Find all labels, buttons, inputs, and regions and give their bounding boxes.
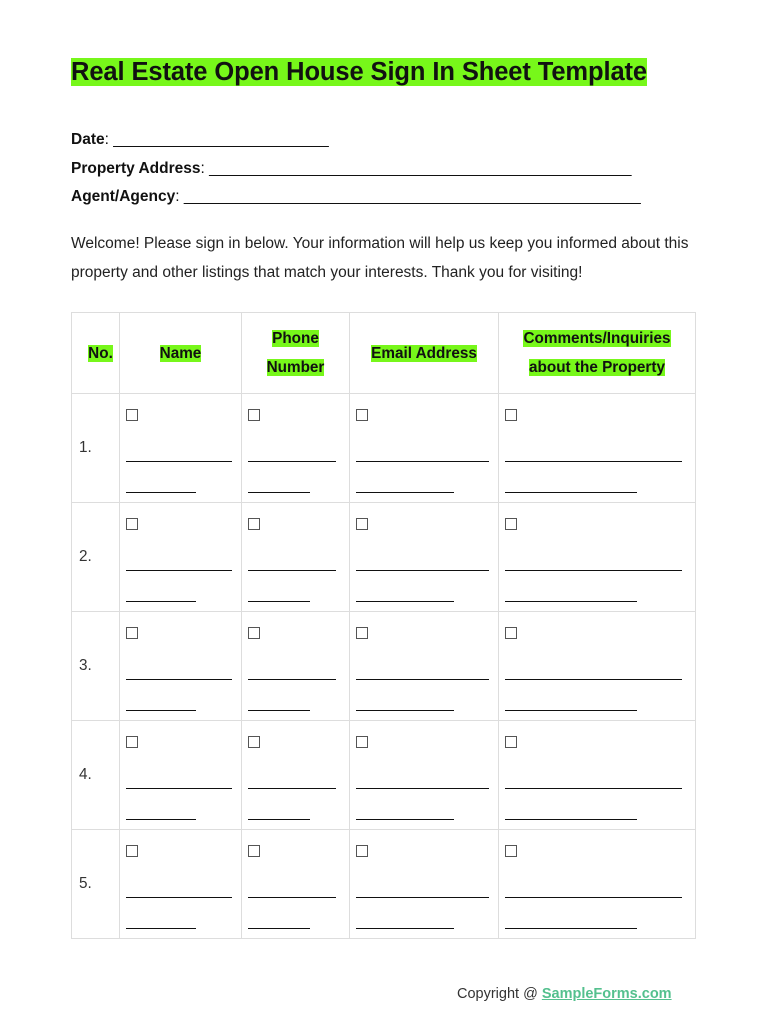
- phone-cell[interactable]: [242, 721, 350, 830]
- name-cell[interactable]: [120, 830, 242, 939]
- name-line-2[interactable]: [126, 902, 196, 929]
- row-number: 1.: [72, 394, 120, 503]
- checkbox-icon[interactable]: [356, 736, 368, 748]
- checkbox-icon[interactable]: [505, 518, 517, 530]
- comments-line[interactable]: [505, 435, 682, 462]
- checkbox-icon[interactable]: [248, 518, 260, 530]
- row-number: 3.: [72, 612, 120, 721]
- email-cell[interactable]: [350, 503, 499, 612]
- email-line[interactable]: [356, 871, 489, 898]
- phone-line[interactable]: [248, 653, 336, 680]
- email-cell[interactable]: [350, 830, 499, 939]
- checkbox-icon[interactable]: [505, 409, 517, 421]
- checkbox-icon[interactable]: [505, 627, 517, 639]
- agent-agency-field[interactable]: Agent/Agency: _____________________________________________________: [71, 188, 641, 205]
- phone-line[interactable]: [248, 544, 336, 571]
- phone-cell[interactable]: [242, 394, 350, 503]
- sign-in-table: [71, 312, 696, 939]
- checkbox-icon[interactable]: [356, 409, 368, 421]
- comments-line-2[interactable]: [505, 684, 637, 711]
- email-line[interactable]: [356, 653, 489, 680]
- comments-cell[interactable]: [499, 830, 696, 939]
- email-line[interactable]: [356, 762, 489, 789]
- phone-cell[interactable]: [242, 503, 350, 612]
- checkbox-icon[interactable]: [505, 845, 517, 857]
- email-line-2[interactable]: [356, 575, 454, 602]
- phone-line-2[interactable]: [248, 902, 310, 929]
- comments-cell[interactable]: [499, 612, 696, 721]
- email-line-2[interactable]: [356, 793, 454, 820]
- header-comments: Comments/Inquiries about the Property: [499, 313, 696, 394]
- name-line[interactable]: [126, 762, 232, 789]
- row-number: 4.: [72, 721, 120, 830]
- name-cell[interactable]: [120, 394, 242, 503]
- header-name: Name: [120, 313, 242, 394]
- name-line-2[interactable]: [126, 684, 196, 711]
- checkbox-icon[interactable]: [505, 736, 517, 748]
- checkbox-icon[interactable]: [356, 627, 368, 639]
- phone-line-2[interactable]: [248, 575, 310, 602]
- phone-line-2[interactable]: [248, 684, 310, 711]
- comments-cell[interactable]: [499, 721, 696, 830]
- table-header-row: [72, 313, 696, 394]
- property-address-blank[interactable]: _________________________________________________: [209, 159, 632, 177]
- sampleforms-link[interactable]: SampleForms.com: [541, 986, 672, 1002]
- phone-cell[interactable]: [242, 830, 350, 939]
- phone-line[interactable]: [248, 762, 336, 789]
- property-address-label: Property Address: [71, 159, 201, 177]
- email-line[interactable]: [356, 435, 489, 462]
- table-row: [72, 503, 696, 612]
- phone-line-2[interactable]: [248, 466, 310, 493]
- header-email: Email Address: [350, 313, 499, 394]
- email-line[interactable]: [356, 544, 489, 571]
- name-cell[interactable]: [120, 612, 242, 721]
- checkbox-icon[interactable]: [248, 736, 260, 748]
- header-no: No.: [72, 313, 120, 394]
- date-blank[interactable]: _________________________: [113, 131, 329, 148]
- checkbox-icon[interactable]: [248, 627, 260, 639]
- phone-cell[interactable]: [242, 612, 350, 721]
- email-line-2[interactable]: [356, 466, 454, 493]
- copyright-footer: [457, 986, 672, 1002]
- agent-agency-blank[interactable]: _____________________________________________________: [183, 188, 641, 205]
- header-fields: [71, 126, 641, 212]
- date-field[interactable]: Date: _________________________: [71, 131, 329, 148]
- phone-line[interactable]: [248, 871, 336, 898]
- comments-line-2[interactable]: [505, 575, 637, 602]
- comments-line[interactable]: [505, 653, 682, 680]
- email-cell[interactable]: [350, 721, 499, 830]
- header-phone: Phone Number: [242, 313, 350, 394]
- name-line-2[interactable]: [126, 793, 196, 820]
- name-cell[interactable]: [120, 503, 242, 612]
- phone-line-2[interactable]: [248, 793, 310, 820]
- page-title: Real Estate Open House Sign In Sheet Template: [71, 58, 647, 86]
- email-line-2[interactable]: [356, 902, 454, 929]
- checkbox-icon[interactable]: [126, 518, 138, 530]
- comments-cell[interactable]: [499, 394, 696, 503]
- copyright-text: Copyright @: [457, 986, 542, 1002]
- row-number: 2.: [72, 503, 120, 612]
- name-line[interactable]: [126, 871, 232, 898]
- comments-cell[interactable]: [499, 503, 696, 612]
- comments-line[interactable]: [505, 544, 682, 571]
- email-cell[interactable]: [350, 612, 499, 721]
- phone-line[interactable]: [248, 435, 336, 462]
- comments-line[interactable]: [505, 762, 682, 789]
- email-cell[interactable]: [350, 394, 499, 503]
- table-row: [72, 830, 696, 939]
- checkbox-icon[interactable]: [248, 845, 260, 857]
- name-line-2[interactable]: [126, 575, 196, 602]
- name-line[interactable]: [126, 653, 232, 680]
- row-number: 5.: [72, 830, 120, 939]
- checkbox-icon[interactable]: [126, 627, 138, 639]
- comments-line-2[interactable]: [505, 793, 637, 820]
- table-row: [72, 394, 696, 503]
- checkbox-icon[interactable]: [356, 518, 368, 530]
- checkbox-icon[interactable]: [126, 736, 138, 748]
- checkbox-icon[interactable]: [248, 409, 260, 421]
- checkbox-icon[interactable]: [126, 845, 138, 857]
- date-label: Date: [71, 131, 105, 148]
- property-address-field[interactable]: Property Address: _________________________________________________: [71, 159, 632, 177]
- comments-line[interactable]: [505, 871, 682, 898]
- name-line-2[interactable]: [126, 466, 196, 493]
- checkbox-icon[interactable]: [356, 845, 368, 857]
- table-row: [72, 612, 696, 721]
- comments-line-2[interactable]: [505, 466, 637, 493]
- name-cell[interactable]: [120, 721, 242, 830]
- email-line-2[interactable]: [356, 684, 454, 711]
- table-row: [72, 721, 696, 830]
- intro-text: Welcome! Please sign in below. Your information will help us keep you informed about this property and other listings that match your interests. Thank you for visiting!: [71, 235, 689, 281]
- checkbox-icon[interactable]: [126, 409, 138, 421]
- agent-agency-label: Agent/Agency: [71, 188, 176, 205]
- name-line[interactable]: [126, 435, 232, 462]
- comments-line-2[interactable]: [505, 902, 637, 929]
- name-line[interactable]: [126, 544, 232, 571]
